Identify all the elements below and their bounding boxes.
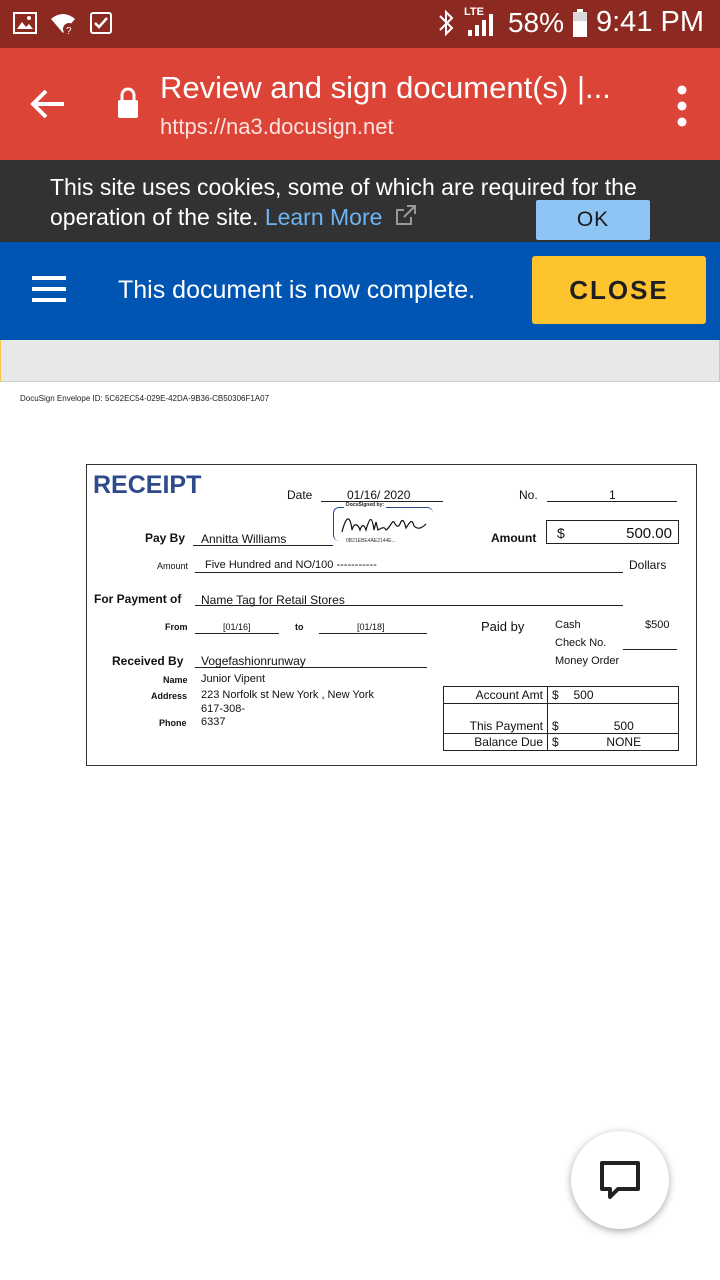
this-payment-row: [444, 704, 679, 734]
to-label: to: [295, 622, 304, 632]
check-no-label: Check No.: [555, 637, 607, 649]
external-link-icon[interactable]: [393, 202, 419, 228]
account-amt-value: 500: [570, 687, 679, 704]
date-label: Date: [287, 488, 313, 502]
receipt-no-value: 1: [609, 488, 616, 502]
close-button[interactable]: CLOSE: [532, 256, 706, 324]
this-payment-currency: $: [548, 704, 570, 734]
received-by-label: Received By: [112, 654, 184, 668]
wifi-question-icon: [50, 10, 76, 36]
for-payment-label: For Payment of: [94, 592, 182, 606]
address-value: 223 Norfolk st New York , New York: [201, 689, 375, 701]
chat-bubble-icon: [598, 1159, 642, 1201]
name-label: Name: [163, 675, 188, 685]
account-amt-row: [444, 687, 679, 704]
balance-due-value: NONE: [570, 734, 679, 751]
receipt-title: RECEIPT: [93, 471, 202, 499]
paid-by-label: Paid by: [481, 619, 525, 634]
bluetooth-icon: [436, 8, 456, 38]
image-icon: [12, 10, 38, 36]
date-value: 01/16/ 2020: [347, 488, 411, 502]
status-bar-right: [436, 6, 704, 39]
amount-label: Amount: [491, 531, 537, 545]
cookie-ok-button[interactable]: OK: [536, 200, 650, 240]
this-payment-value: 500: [570, 704, 679, 734]
for-payment-value: Name Tag for Retail Stores: [201, 593, 345, 607]
document-complete-message: This document is now complete.: [118, 276, 476, 304]
balance-due-currency: $: [548, 734, 570, 751]
money-order-label: Money Order: [555, 655, 620, 667]
hamburger-menu-icon[interactable]: [32, 276, 66, 306]
receipt: [86, 464, 697, 766]
cash-label: Cash: [555, 619, 581, 631]
status-bar-left: [12, 10, 114, 36]
browser-toolbar: [0, 48, 720, 160]
signature-image: [338, 512, 432, 538]
amount-currency: $: [557, 525, 565, 541]
balance-due-label: Balance Due: [444, 734, 548, 751]
page-title[interactable]: Review and sign document(s) |...: [160, 70, 611, 105]
envelope-id: DocuSign Envelope ID: 5C62EC54-029E-42DA-9B36-CB50306F1A07: [20, 394, 270, 403]
received-by-value: Vogefashionrunway: [201, 654, 306, 668]
docusign-signature: [333, 502, 433, 544]
to-value: [01/18]: [357, 622, 385, 632]
cookie-message: This site uses cookies, some of which are required for the operation of the site.: [50, 174, 637, 230]
docusigned-by-label: DocuSigned by:: [346, 502, 385, 508]
checkbox-notification-icon: [88, 10, 114, 36]
learn-more-link[interactable]: Learn More: [264, 204, 383, 230]
balance-due-row: [444, 734, 679, 751]
amount-box: [546, 520, 679, 544]
phone-label: Phone: [159, 718, 187, 728]
name-value: Junior Vipent: [201, 673, 266, 685]
from-label: From: [165, 622, 188, 632]
back-arrow-icon[interactable]: [24, 80, 72, 128]
account-table: [443, 686, 679, 751]
battery-percent: 58%: [507, 6, 564, 38]
amount-value: 500.00: [626, 525, 672, 542]
network-type: LTE: [463, 5, 484, 18]
receipt-no-label: No.: [519, 488, 538, 502]
signature-hash: 0B21EBE4AE2144E...: [346, 538, 396, 544]
signal-icon: [463, 5, 500, 38]
status-bar: [0, 0, 720, 48]
cookie-banner: [0, 160, 720, 242]
amount-words-label: Amount: [157, 561, 189, 571]
pay-by-value: Annitta Williams: [201, 532, 287, 546]
chat-button[interactable]: [571, 1131, 669, 1229]
pay-by-label: Pay By: [145, 531, 186, 545]
dollars-label: Dollars: [629, 558, 667, 572]
this-payment-label: This Payment: [444, 704, 548, 734]
lock-icon: [116, 86, 140, 120]
svg-text:?: ?: [66, 26, 72, 36]
from-value: [01/16]: [223, 622, 251, 632]
amount-words-value: Five Hundred and NO/100 -----------: [205, 559, 377, 571]
account-amt-currency: $: [548, 687, 570, 704]
document-toolbar-band: [0, 340, 720, 382]
docusign-header: [0, 242, 720, 340]
overflow-menu-icon[interactable]: [672, 84, 692, 128]
battery-icon: [572, 9, 588, 37]
clock: 9:41 PM: [596, 6, 704, 38]
address-label: Address: [151, 691, 188, 701]
page-url[interactable]: https://na3.docusign.net: [160, 114, 394, 139]
phone-value-line1: 617-308-: [201, 703, 246, 715]
cash-value: $500: [645, 619, 670, 631]
phone-value-line2: 6337: [201, 716, 226, 728]
account-amt-label: Account Amt: [444, 687, 548, 704]
